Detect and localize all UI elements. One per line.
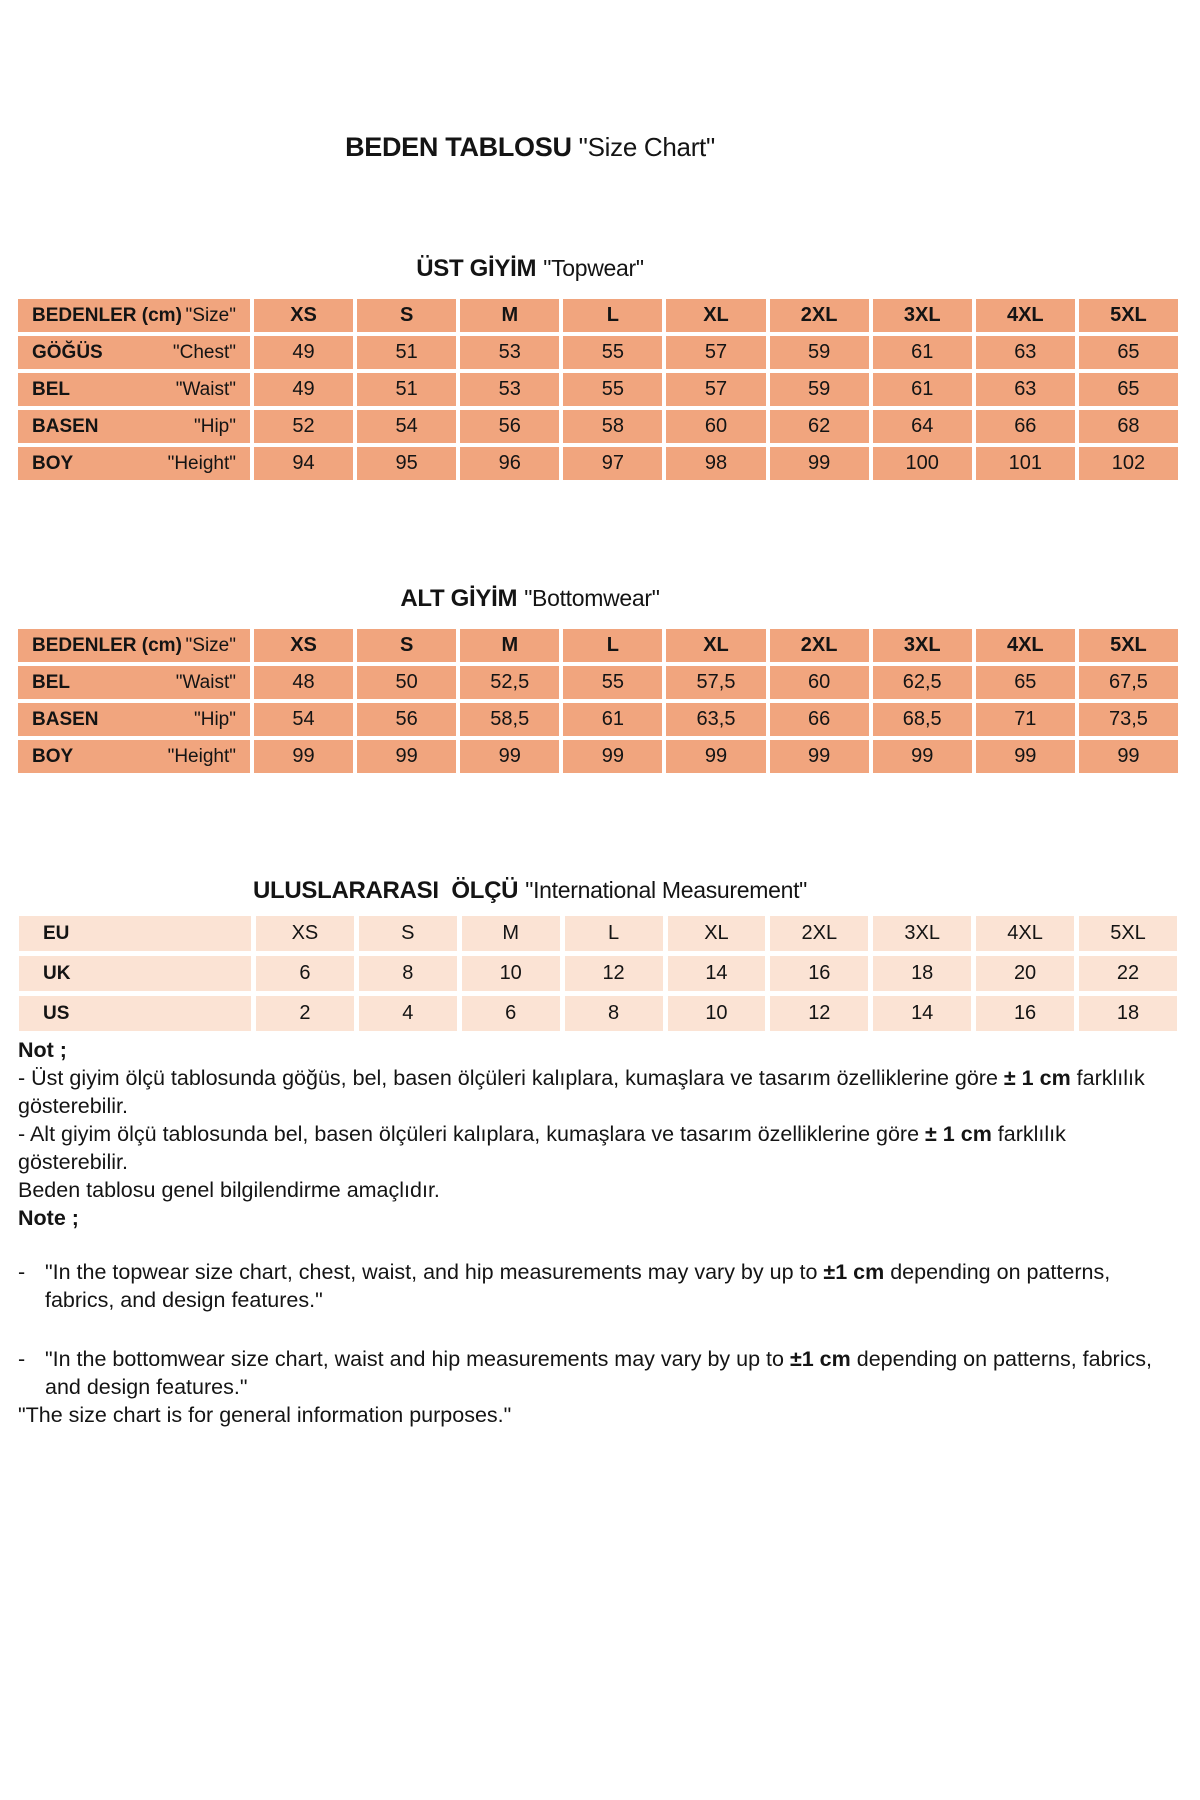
size-header-cell: 4XL <box>976 299 1075 332</box>
value-cell: 58,5 <box>460 703 559 736</box>
value-cell: 62 <box>770 410 869 443</box>
header-label-en: "Size" <box>185 634 236 656</box>
notes-tr-heading: Not ; <box>18 1038 67 1062</box>
note-text-wrap <box>45 1345 1180 1401</box>
value-cell: 6 <box>256 956 354 991</box>
notes-en-heading: Note ; <box>18 1206 79 1230</box>
row-label-cell <box>18 447 250 480</box>
value-cell: 99 <box>460 740 559 773</box>
row-label-en: "Height" <box>167 745 236 767</box>
page-title <box>0 132 1060 163</box>
size-header-cell: M <box>460 299 559 332</box>
row-label-cell <box>18 666 250 699</box>
value-cell: 4XL <box>976 916 1074 951</box>
size-header-cell: M <box>460 629 559 662</box>
size-header-cell: 5XL <box>1079 299 1178 332</box>
row-label-en: "Hip" <box>194 708 236 730</box>
value-cell: 61 <box>563 703 662 736</box>
bottomwear-header-row <box>18 629 1178 662</box>
row-label-tr: BEL <box>32 378 70 400</box>
row-label-cell <box>18 410 250 443</box>
value-cell: 94 <box>254 447 353 480</box>
value-cell: 99 <box>770 740 869 773</box>
value-cell: 56 <box>460 410 559 443</box>
value-cell: 48 <box>254 666 353 699</box>
value-cell: 5XL <box>1079 916 1177 951</box>
value-cell: 68 <box>1079 410 1178 443</box>
notes-tr-item-topwear <box>18 1064 1180 1120</box>
value-cell: 66 <box>770 703 869 736</box>
note-text: depending on patterns, fabrics, and design features." <box>45 1260 1111 1312</box>
international-heading-tr: ULUSLARARASI ÖLÇÜ <box>252 877 519 904</box>
value-cell: 58 <box>563 410 662 443</box>
note-text: - Üst giyim ölçü tablosunda göğüs, bel, basen ölçüleri kalıplara, kumaşlara ve tasarım özelliklerine göre <box>18 1066 1004 1090</box>
value-cell: 99 <box>357 740 456 773</box>
value-cell: 49 <box>254 373 353 406</box>
value-cell: 65 <box>976 666 1075 699</box>
value-cell: 59 <box>770 336 869 369</box>
value-cell: 62,5 <box>873 666 972 699</box>
note-bold-tolerance: ± 1 cm <box>1003 1066 1071 1090</box>
row-label-en: "Hip" <box>194 415 236 437</box>
topwear-size-table <box>14 295 1182 484</box>
value-cell: 53 <box>460 373 559 406</box>
page-title-en: "Size Chart" <box>578 132 715 162</box>
row-label-en: "Height" <box>167 452 236 474</box>
row-label-cell: US <box>19 996 251 1031</box>
international-row-uk <box>19 956 1177 991</box>
note-text-wrap <box>45 1258 1180 1314</box>
topwear-header-row <box>18 299 1178 332</box>
value-cell: 59 <box>770 373 869 406</box>
value-cell: 102 <box>1079 447 1178 480</box>
value-cell: 63,5 <box>666 703 765 736</box>
value-cell: 52 <box>254 410 353 443</box>
value-cell: 22 <box>1079 956 1177 991</box>
notes-tr-general: Beden tablosu genel bilgilendirme amaçlıdır. <box>18 1178 440 1202</box>
topwear-row-chest <box>18 336 1178 369</box>
value-cell: 4 <box>359 996 457 1031</box>
notes-en-item-bottomwear <box>18 1345 1180 1401</box>
value-cell: 100 <box>873 447 972 480</box>
international-heading-en: "International Measurement" <box>525 877 808 903</box>
size-header-cell: S <box>357 629 456 662</box>
header-label-tr: BEDENLER (cm) <box>32 634 182 656</box>
value-cell: 55 <box>563 666 662 699</box>
row-label-tr: BASEN <box>32 415 99 437</box>
size-header-cell: XL <box>666 299 765 332</box>
note-bold-tolerance: ± 1 cm <box>925 1122 992 1146</box>
row-label-en: "Waist" <box>175 378 236 400</box>
value-cell: 2 <box>256 996 354 1031</box>
row-label-cell <box>18 336 250 369</box>
value-cell: 99 <box>563 740 662 773</box>
value-cell: 18 <box>873 956 971 991</box>
international-row-us <box>19 996 1177 1031</box>
value-cell: 51 <box>357 373 456 406</box>
row-label-cell <box>18 740 250 773</box>
row-label-cell <box>18 373 250 406</box>
topwear-row-height <box>18 447 1178 480</box>
note-text: - Alt giyim ölçü tablosunda bel, basen ölçüleri kalıplara, kumaşlara ve tasarım özelliklerine göre <box>18 1122 926 1146</box>
notes-section <box>18 1036 1180 1429</box>
value-cell: 99 <box>666 740 765 773</box>
value-cell: 73,5 <box>1079 703 1178 736</box>
section-heading-bottomwear <box>0 585 1060 613</box>
value-cell: S <box>359 916 457 951</box>
international-size-table <box>14 911 1182 1036</box>
topwear-row-hip <box>18 410 1178 443</box>
bottomwear-heading-en: "Bottomwear" <box>524 585 660 611</box>
value-cell: 50 <box>357 666 456 699</box>
value-cell: 68,5 <box>873 703 972 736</box>
value-cell: 12 <box>770 996 868 1031</box>
note-bold-tolerance: ±1 cm <box>823 1260 885 1284</box>
value-cell: 60 <box>666 410 765 443</box>
bottomwear-row-hip <box>18 703 1178 736</box>
note-text: "In the topwear size chart, chest, waist, and hip measurements may vary by up to <box>45 1260 824 1284</box>
value-cell: 99 <box>976 740 1075 773</box>
notes-en-general: "The size chart is for general information purposes." <box>18 1403 512 1427</box>
value-cell: 96 <box>460 447 559 480</box>
value-cell: 65 <box>1079 373 1178 406</box>
row-label-cell: UK <box>19 956 251 991</box>
value-cell: 99 <box>1079 740 1178 773</box>
value-cell: 49 <box>254 336 353 369</box>
topwear-heading-wrap <box>0 255 1060 283</box>
bottomwear-row-waist <box>18 666 1178 699</box>
value-cell: 55 <box>563 336 662 369</box>
page-title-wrap <box>0 0 1060 163</box>
size-header-cell: 3XL <box>873 629 972 662</box>
value-cell: 16 <box>770 956 868 991</box>
value-cell: 20 <box>976 956 1074 991</box>
value-cell: 99 <box>770 447 869 480</box>
value-cell: 54 <box>357 410 456 443</box>
notes-tr-item-bottomwear <box>18 1120 1180 1176</box>
value-cell: 3XL <box>873 916 971 951</box>
value-cell: 10 <box>462 956 560 991</box>
value-cell: 99 <box>873 740 972 773</box>
bottomwear-heading-tr: ALT GİYİM <box>400 585 518 612</box>
topwear-row-waist <box>18 373 1178 406</box>
value-cell: 14 <box>668 956 766 991</box>
value-cell: 71 <box>976 703 1075 736</box>
header-label-en: "Size" <box>185 304 236 326</box>
value-cell: 55 <box>563 373 662 406</box>
value-cell: 97 <box>563 447 662 480</box>
note-text: farklılık gösterebilir. <box>18 1122 1066 1174</box>
value-cell: 57 <box>666 336 765 369</box>
value-cell: 61 <box>873 336 972 369</box>
topwear-heading-tr: ÜST GİYİM <box>416 255 537 282</box>
size-header-cell: 2XL <box>770 299 869 332</box>
value-cell: M <box>462 916 560 951</box>
size-header-cell: L <box>563 299 662 332</box>
section-heading-topwear <box>0 255 1060 283</box>
value-cell: 16 <box>976 996 1074 1031</box>
value-cell: 61 <box>873 373 972 406</box>
row-label-en: "Chest" <box>172 341 236 363</box>
value-cell: 2XL <box>770 916 868 951</box>
size-header-cell: XS <box>254 629 353 662</box>
value-cell: 18 <box>1079 996 1177 1031</box>
size-header-cell: 3XL <box>873 299 972 332</box>
value-cell: 8 <box>359 956 457 991</box>
bottomwear-heading-wrap <box>0 585 1060 613</box>
value-cell: 101 <box>976 447 1075 480</box>
size-header-cell: XS <box>254 299 353 332</box>
value-cell: 99 <box>254 740 353 773</box>
row-label-tr: GÖĞÜS <box>32 341 103 363</box>
value-cell: 95 <box>357 447 456 480</box>
value-cell: XS <box>256 916 354 951</box>
bottomwear-row-height <box>18 740 1178 773</box>
size-header-cell: 5XL <box>1079 629 1178 662</box>
value-cell: XL <box>668 916 766 951</box>
international-heading-wrap <box>0 877 1060 905</box>
size-header-cell: 2XL <box>770 629 869 662</box>
value-cell: 67,5 <box>1079 666 1178 699</box>
section-heading-international <box>0 877 1060 905</box>
value-cell: 60 <box>770 666 869 699</box>
value-cell: 63 <box>976 373 1075 406</box>
row-label-tr: BOY <box>32 452 74 474</box>
value-cell: 56 <box>357 703 456 736</box>
value-cell: 52,5 <box>460 666 559 699</box>
value-cell: 65 <box>1079 336 1178 369</box>
value-cell: 51 <box>357 336 456 369</box>
row-label-cell: EU <box>19 916 251 951</box>
size-header-cell: L <box>563 629 662 662</box>
value-cell: 63 <box>976 336 1075 369</box>
bullet-dash: - <box>18 1260 26 1284</box>
topwear-heading-en: "Topwear" <box>543 255 644 281</box>
value-cell: 57 <box>666 373 765 406</box>
header-label-tr: BEDENLER (cm) <box>32 304 182 326</box>
row-label-tr: BASEN <box>32 708 99 730</box>
row-label-cell <box>18 703 250 736</box>
size-header-cell: S <box>357 299 456 332</box>
note-text: depending on patterns, fabrics, and design features." <box>45 1347 1152 1399</box>
bottomwear-header-label-cell <box>18 629 250 662</box>
value-cell: 66 <box>976 410 1075 443</box>
bullet-dash: - <box>18 1347 26 1371</box>
value-cell: 57,5 <box>666 666 765 699</box>
value-cell: 64 <box>873 410 972 443</box>
value-cell: 10 <box>668 996 766 1031</box>
note-bold-tolerance: ±1 cm <box>789 1347 851 1371</box>
value-cell: 12 <box>565 956 663 991</box>
value-cell: 8 <box>565 996 663 1031</box>
value-cell: 6 <box>462 996 560 1031</box>
international-row-eu <box>19 916 1177 951</box>
page-title-tr: BEDEN TABLOSU <box>345 132 572 162</box>
value-cell: 54 <box>254 703 353 736</box>
value-cell: 53 <box>460 336 559 369</box>
size-header-cell: 4XL <box>976 629 1075 662</box>
value-cell: 98 <box>666 447 765 480</box>
note-text: farklılık gösterebilir. <box>18 1066 1145 1118</box>
row-label-en: "Waist" <box>175 671 236 693</box>
note-text: "In the bottomwear size chart, waist and hip measurements may vary by up to <box>45 1347 790 1371</box>
bottomwear-size-table <box>14 625 1182 777</box>
topwear-header-label-cell <box>18 299 250 332</box>
value-cell: 14 <box>873 996 971 1031</box>
row-label-tr: BEL <box>32 671 70 693</box>
value-cell: L <box>565 916 663 951</box>
row-label-tr: BOY <box>32 745 74 767</box>
notes-en-item-topwear <box>18 1258 1180 1314</box>
size-header-cell: XL <box>666 629 765 662</box>
